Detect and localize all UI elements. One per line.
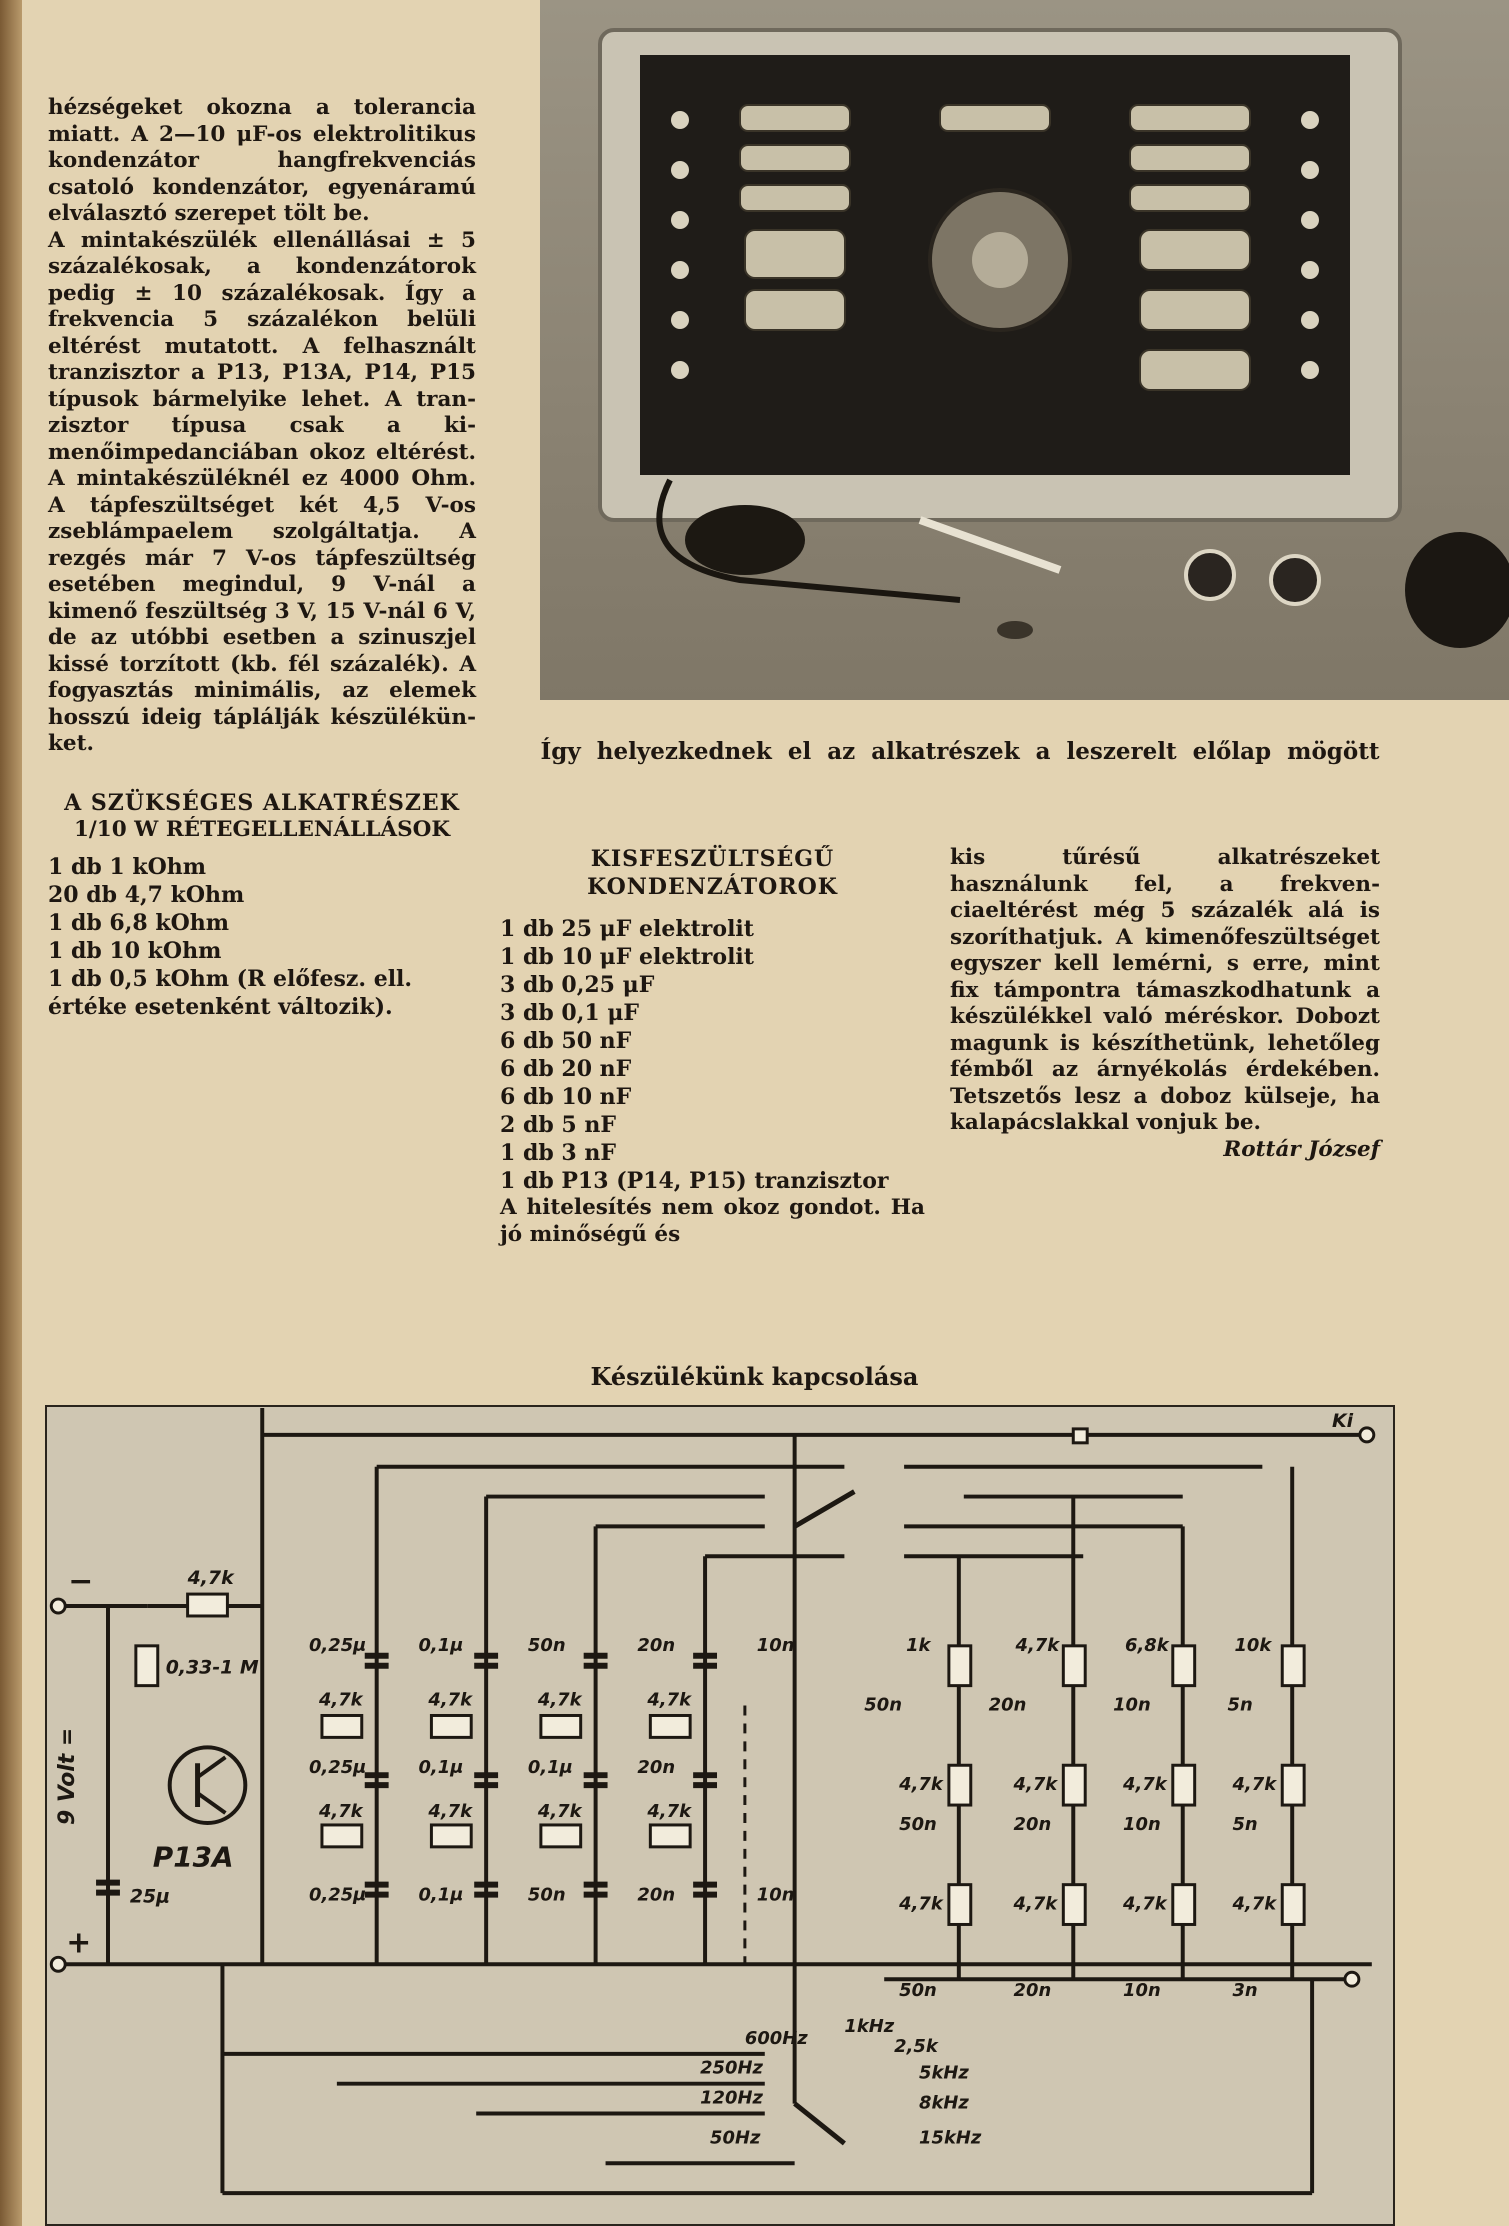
list-item: 1 db 3 nF [500,1140,616,1166]
svg-text:0,1μ: 0,1μ [418,1634,464,1656]
selector-switch-upper [795,1492,855,1527]
output-terminal [1345,1972,1359,1986]
label-base-resistor: 4,7k [187,1567,234,1590]
selector-switch-lower [795,2104,845,2144]
photo-caption: Így helyezkednek el az alkatrészek a leszerelt előlap mögött [540,738,1380,765]
svg-text:4,7k: 4,7k [428,1800,473,1822]
svg-text:250Hz: 250Hz [700,2057,763,2079]
svg-text:6,8k: 6,8k [1125,1634,1169,1656]
right-column-labels [864,1635,1277,2001]
circuit-board-photo [540,0,1509,700]
capacitor-heading: KISFESZÜLTSÉGŰ KONDENZÁTOROK [587,846,838,900]
svg-text:50n: 50n [899,1980,937,2002]
list-item: 3 db 0,1 μF [500,1000,640,1026]
article-paragraph: hézségeket okozna a tolerancia miatt. A 2—10 μF-os elektrolitikus kondenzátor hangfrekvenciás csatoló kondenzátor, egyenáramú elválasztó szerepet tölt be. [48,95,476,226]
svg-text:10n: 10n [1123,1980,1161,2002]
svg-text:20n: 20n [637,1884,676,1906]
list-item: 20 db 4,7 kOhm [48,881,245,908]
list-item: 1 db 25 μF elektrolit [500,916,754,942]
schematic-resistors [136,1429,1304,1925]
author-name: Rottár József [1223,1136,1380,1162]
photo-illustration [540,0,1509,700]
svg-text:10n: 10n [1113,1694,1151,1716]
svg-text:4,7k: 4,7k [1013,1774,1058,1796]
svg-text:15kHz: 15kHz [919,2127,982,2149]
svg-text:4,7k: 4,7k [428,1689,473,1711]
svg-text:4,7k: 4,7k [1123,1893,1167,1915]
svg-text:10n: 10n [756,1634,795,1656]
svg-text:50n: 50n [527,1634,566,1656]
list-item: 1 db 6,8 kOhm [48,909,230,936]
svg-text:5n: 5n [1227,1694,1253,1716]
svg-text:20n: 20n [637,1757,676,1779]
circuit-schematic [45,1405,1395,2226]
svg-text:50n: 50n [864,1694,902,1716]
svg-text:20n: 20n [988,1694,1027,1716]
list-item: 1 db 10 μF elektrolit [500,944,754,970]
svg-text:50Hz: 50Hz [710,2127,761,2149]
svg-text:0,1μ: 0,1μ [418,1757,464,1779]
label-bias-resistor: 0,33-1 M [165,1656,259,1679]
transistor-symbol [170,1747,246,1823]
left-column [48,95,476,1021]
list-item: 2 db 5 nF [500,1112,616,1138]
svg-text:10k: 10k [1234,1634,1272,1656]
svg-text:4,7k: 4,7k [318,1689,363,1711]
svg-text:4,7k: 4,7k [647,1689,691,1711]
list-item: 6 db 10 nF [500,1084,632,1110]
svg-text:4,7k: 4,7k [537,1800,582,1822]
svg-text:4,7k: 4,7k [1123,1774,1167,1796]
list-item: 3 db 0,25 μF [500,972,655,998]
label-transistor: P13A [152,1840,234,1874]
svg-text:4,7k: 4,7k [537,1689,582,1711]
list-item: 6 db 50 nF [500,1028,632,1054]
label-decoupling-cap: 25μ [129,1885,171,1908]
svg-text:600Hz: 600Hz [744,2027,808,2049]
output-terminal [1360,1428,1374,1442]
svg-text:1k: 1k [906,1634,931,1656]
svg-text:4,7k: 4,7k [318,1800,363,1822]
parts-heading: A SZÜKSÉGES ALKATRÉSZEK [64,789,460,816]
svg-text:0,25μ: 0,25μ [309,1634,367,1656]
svg-text:0,1μ: 0,1μ [527,1757,573,1779]
svg-text:4,7k: 4,7k [899,1893,943,1915]
svg-text:0,25μ: 0,25μ [309,1757,367,1779]
capacitor-list [500,915,925,1195]
article-paragraph: A mintakészülék ellenállásai ± 5 százalékosak, a kondenzátorok pedig ± 10 százalékosak. Így a frekvencia 5 százalékon belüli eltérést mutatott. A felhasznált tranzisztor a P13, P13A, P14, P15 típusok bármelyike lehet. A tranzisztor típusa csak a kimenőimpedanciában okoz eltérést. A mintakészüléknél ez 4000 Ohm. A tápfeszültséget két 4,5 V-os zseblámpaelem szolgáltatja. A rezgés már 7 V-os tápfeszültség esetében megindul, 9 V-nál a kimenő feszültség 3 V, 15 V-nál 6 V, de az utóbbi esetben a szinuszjel kissé torzított (kb. fél százalék). A fogyasztás minimális, az elemek hosszú ideig táplálják készülékünket. [48,227,476,756]
svg-text:20n: 20n [1013,1980,1052,2002]
supply-terminal [51,1957,65,1971]
article-paragraph: kis tűrésű alkatrészeket használunk fel, a frekvenciaeltérést még 5 százalék alá is szoríthatjuk. A kimenőfeszültséget egyszer kell lemérni, s erre, mint fix támpontra támaszkodhatunk a készülékkel való méréskor. Dobozt magunk is készíthetünk, lehetőleg fémből az árnyékolás érdekében. Tetszetős lesz a doboz külseje, ha kalapácslakkal vonjuk be. [950,845,1380,1135]
schematic-drawing [47,1407,1393,2224]
label-output: Ki [1332,1409,1354,1432]
resistor-list [48,853,476,1021]
svg-text:10n: 10n [756,1884,795,1906]
figure-title: Készülékünk kapcsolása [590,1362,919,1391]
svg-text:20n: 20n [1013,1813,1052,1835]
list-item: 1 db 0,5 kOhm (R előfesz. ell. értéke esetenként változik). [48,965,413,1020]
svg-text:5n: 5n [1232,1813,1258,1835]
ladder-labels [309,1635,794,1906]
svg-text:1kHz: 1kHz [844,2015,895,2037]
label-minus: − [68,1564,94,1600]
svg-text:0,25μ: 0,25μ [309,1884,367,1906]
label-plus: + [66,1925,92,1961]
list-item: 1 db P13 (P14, P15) tranzisztor [500,1168,889,1194]
svg-text:20n: 20n [637,1634,676,1656]
page-binding-edge [0,0,22,2226]
right-column [950,845,1380,1163]
middle-column [500,845,925,1248]
svg-text:10n: 10n [1123,1813,1161,1835]
resistor-subheading: 1/10 W RÉTEGELLENÁLLÁSOK [73,816,451,842]
svg-text:4,7k: 4,7k [647,1800,691,1822]
svg-text:50n: 50n [899,1813,937,1835]
svg-text:0,1μ: 0,1μ [418,1884,464,1906]
svg-text:4,7k: 4,7k [1232,1893,1277,1915]
svg-text:4,7k: 4,7k [1015,1634,1060,1656]
label-supply-voltage: 9 Volt = [55,1727,81,1825]
list-item: 6 db 20 nF [500,1056,632,1082]
list-item: 1 db 10 kOhm [48,937,222,964]
svg-text:4,7k: 4,7k [1013,1893,1058,1915]
svg-text:120Hz: 120Hz [700,2087,763,2109]
svg-text:50n: 50n [527,1884,566,1906]
supply-terminal [51,1599,65,1613]
svg-text:3n: 3n [1232,1980,1258,2002]
svg-text:4,7k: 4,7k [1232,1774,1277,1796]
article-paragraph: A hitelesítés nem okoz gondot. Ha jó minőségű és [500,1195,925,1247]
svg-text:5kHz: 5kHz [919,2062,969,2084]
list-item: 1 db 1 kOhm [48,853,207,880]
svg-text:8kHz: 8kHz [919,2092,969,2114]
svg-text:4,7k: 4,7k [899,1774,943,1796]
svg-text:2,5k: 2,5k [894,2035,938,2057]
